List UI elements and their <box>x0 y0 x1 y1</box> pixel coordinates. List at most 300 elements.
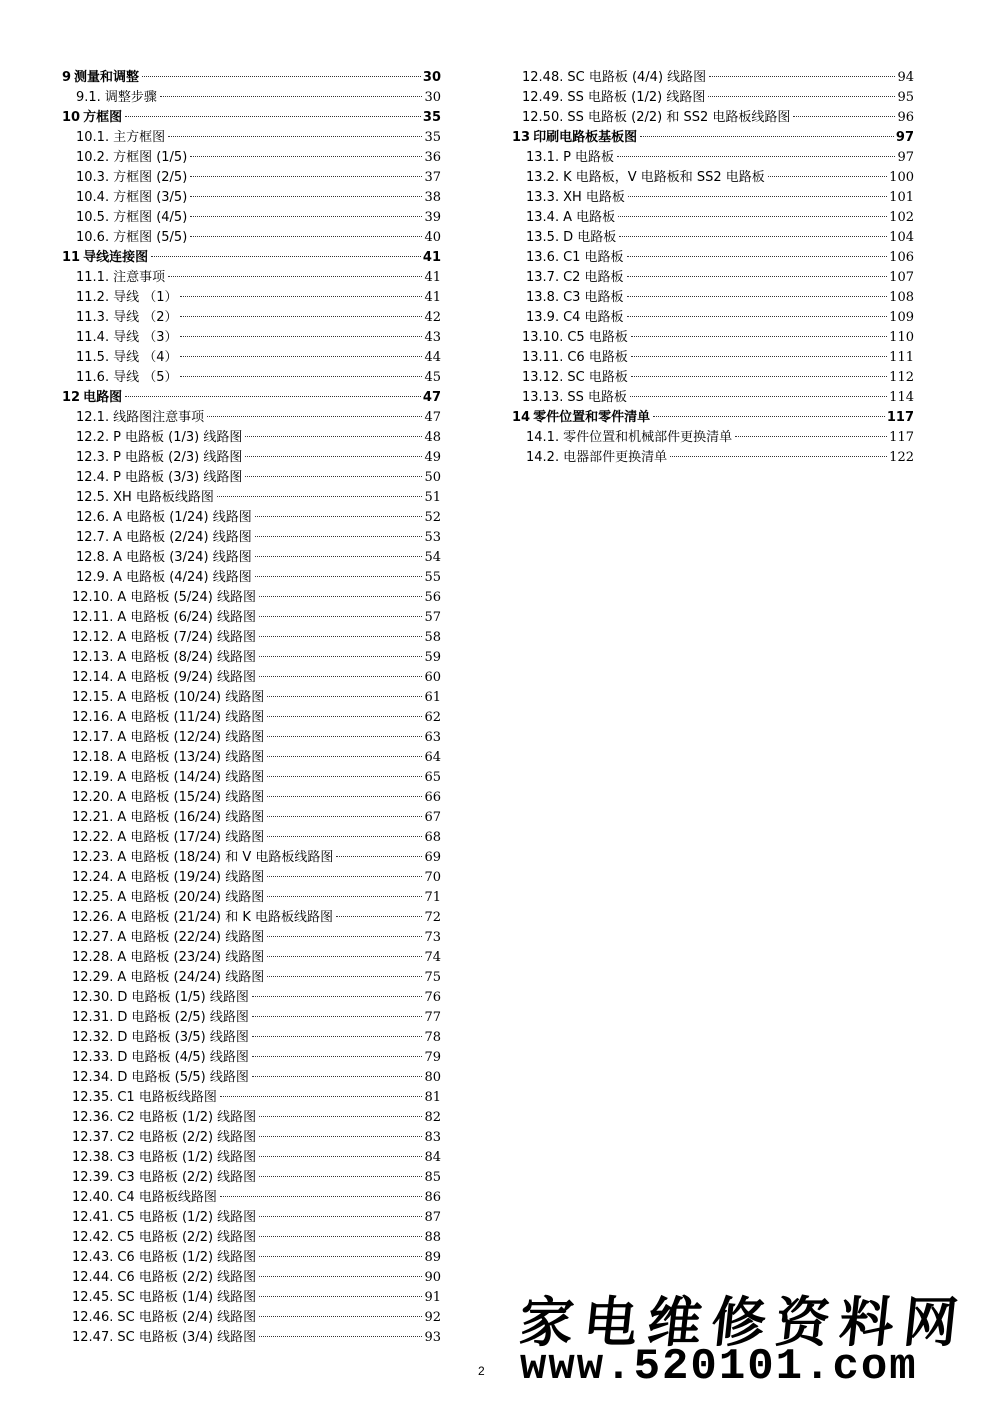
toc-entry-title: SC 电路板 (4/4) 线路图 <box>567 70 707 85</box>
toc-entry-title: 方框图 <box>83 110 123 125</box>
toc-entry-title: 线路图注意事项 <box>113 410 205 425</box>
toc-entry-number: 9.1. <box>76 90 101 105</box>
toc-leader-line <box>220 1096 423 1097</box>
toc-entry-page: 83 <box>424 1130 441 1145</box>
toc-entry-title: A 电路板 (22/24) 线路图 <box>117 930 265 945</box>
toc-section-entry[interactable] <box>62 428 441 448</box>
toc-entry-title: A 电路板 (19/24) 线路图 <box>117 870 265 885</box>
toc-entry-page: 107 <box>889 270 914 285</box>
toc-entry-title: 电器部件更换清单 <box>563 450 668 465</box>
toc-leader-line <box>245 436 422 437</box>
toc-entry-title: A 电路板 (23/24) 线路图 <box>117 950 265 965</box>
toc-leader-line <box>255 576 423 577</box>
toc-section-entry[interactable] <box>62 808 441 828</box>
toc-entry-page: 41 <box>424 290 441 305</box>
toc-entry-number: 12.5. <box>76 490 110 505</box>
toc-entry-number: 12.9. <box>76 570 110 585</box>
toc-leader-line <box>627 276 888 277</box>
toc-leader-line <box>628 196 887 197</box>
toc-entry-page: 63 <box>424 730 441 745</box>
toc-entry-page: 104 <box>889 230 914 245</box>
toc-section-entry[interactable] <box>62 268 441 288</box>
toc-section-entry[interactable] <box>62 308 441 328</box>
toc-entry-title: 主方框图 <box>113 130 166 145</box>
toc-section-entry[interactable] <box>512 108 914 128</box>
toc-leader-line <box>631 376 887 377</box>
toc-entry-title: A 电路板 (24/24) 线路图 <box>117 970 265 985</box>
toc-chapter-entry[interactable] <box>62 68 441 88</box>
toc-entry-page: 89 <box>424 1250 441 1265</box>
toc-section-entry[interactable] <box>512 368 914 388</box>
toc-entry-page: 85 <box>424 1170 441 1185</box>
toc-leader-line <box>255 516 423 517</box>
toc-leader-line <box>252 1016 423 1017</box>
toc-leader-line <box>217 496 423 497</box>
toc-chapter-entry[interactable] <box>62 108 441 128</box>
toc-entry-page: 84 <box>424 1150 441 1165</box>
toc-entry-number: 12.32. <box>72 1030 114 1045</box>
toc-section-entry[interactable] <box>62 628 441 648</box>
toc-entry-number: 12.40. <box>72 1190 114 1205</box>
toc-entry-page: 71 <box>424 890 441 905</box>
toc-leader-line <box>220 1196 423 1197</box>
toc-chapter-entry[interactable] <box>512 128 914 148</box>
toc-entry-number: 12.39. <box>72 1170 114 1185</box>
toc-entry-title: A 电路板 (1/24) 线路图 <box>113 510 252 525</box>
toc-section-entry[interactable] <box>62 688 441 708</box>
toc-section-entry[interactable] <box>512 308 914 328</box>
toc-leader-line <box>255 536 423 537</box>
toc-entry-number: 10.5. <box>76 210 110 225</box>
toc-leader-line <box>125 116 421 117</box>
toc-entry-number: 10.3. <box>76 170 110 185</box>
toc-section-entry[interactable] <box>62 648 441 668</box>
toc-entry-number: 12.25. <box>72 890 114 905</box>
toc-entry-title: 注意事项 <box>113 270 166 285</box>
toc-section-entry[interactable] <box>62 408 441 428</box>
toc-entry-page: 68 <box>424 830 441 845</box>
toc-entry-number: 12.49. <box>522 90 564 105</box>
toc-entry-number: 12.2. <box>76 430 110 445</box>
toc-entry-number: 12.7. <box>76 530 110 545</box>
toc-entry-number: 12.41. <box>72 1210 114 1225</box>
toc-entry-page: 94 <box>897 70 914 85</box>
toc-section-entry[interactable] <box>62 1288 441 1308</box>
toc-section-entry[interactable] <box>62 188 441 208</box>
toc-entry-page: 36 <box>424 150 441 165</box>
toc-entry-page: 61 <box>424 690 441 705</box>
toc-entry-page: 54 <box>424 550 441 565</box>
toc-entry-page: 109 <box>889 310 914 325</box>
toc-entry-number: 12.23. <box>72 850 114 865</box>
toc-section-entry[interactable] <box>62 1048 441 1068</box>
toc-leader-line <box>631 336 887 337</box>
toc-leader-line <box>259 596 422 597</box>
toc-entry-title: A 电路板 (9/24) 线路图 <box>117 670 256 685</box>
toc-entry-number: 12.35. <box>72 1090 114 1105</box>
toc-leader-line <box>190 236 422 237</box>
toc-leader-line <box>245 456 422 457</box>
toc-leader-line <box>259 636 422 637</box>
toc-entry-page: 102 <box>889 210 914 225</box>
toc-entry-number: 12.29. <box>72 970 114 985</box>
toc-entry-title: C6 电路板 (1/2) 线路图 <box>117 1250 257 1265</box>
toc-entry-title: C3 电路板 (1/2) 线路图 <box>117 1150 257 1165</box>
toc-entry-title: A 电路板 (10/24) 线路图 <box>117 690 265 705</box>
toc-entry-title: A 电路板 (15/24) 线路图 <box>117 790 265 805</box>
toc-section-entry[interactable] <box>512 88 914 108</box>
toc-section-entry[interactable] <box>62 1228 441 1248</box>
toc-leader-line <box>640 136 894 137</box>
toc-leader-line <box>207 416 422 417</box>
toc-entry-page: 67 <box>424 810 441 825</box>
toc-entry-number: 12.18. <box>72 750 114 765</box>
toc-entry-page: 70 <box>424 870 441 885</box>
toc-section-entry[interactable] <box>62 668 441 688</box>
toc-entry-page: 57 <box>424 610 441 625</box>
toc-entry-number: 12.37. <box>72 1130 114 1145</box>
toc-entry-page: 53 <box>424 530 441 545</box>
toc-section-entry[interactable] <box>62 1268 441 1288</box>
toc-entry-page: 64 <box>424 750 441 765</box>
toc-section-entry[interactable] <box>512 188 914 208</box>
toc-entry-title: D 电路板 <box>563 230 617 245</box>
toc-entry-title: C4 电路板 <box>563 310 624 325</box>
toc-section-entry[interactable] <box>512 148 914 168</box>
toc-entry-number: 11.6. <box>76 370 110 385</box>
toc-entry-page: 96 <box>897 110 914 125</box>
toc-section-entry[interactable] <box>62 148 441 168</box>
toc-entry-title: D 电路板 (1/5) 线路图 <box>117 990 249 1005</box>
toc-entry-title: A 电路板 (18/24) 和 V 电路板线路图 <box>117 850 334 865</box>
toc-entry-number: 13.10. <box>522 330 564 345</box>
toc-section-entry[interactable] <box>62 88 441 108</box>
toc-section-entry[interactable] <box>62 1168 441 1188</box>
toc-entry-title: A 电路板 (3/24) 线路图 <box>113 550 252 565</box>
toc-section-entry[interactable] <box>62 988 441 1008</box>
toc-section-entry[interactable] <box>62 1068 441 1088</box>
toc-entry-title: D 电路板 (2/5) 线路图 <box>117 1010 249 1025</box>
toc-entry-number: 13.4. <box>526 210 560 225</box>
toc-section-entry[interactable] <box>512 388 914 408</box>
toc-section-entry[interactable] <box>62 368 441 388</box>
toc-section-entry[interactable] <box>62 1248 441 1268</box>
toc-leader-line <box>630 396 887 397</box>
toc-entry-page: 80 <box>424 1070 441 1085</box>
toc-entry-title: SS 电路板 <box>567 390 627 405</box>
toc-entry-title: C1 电路板 <box>563 250 624 265</box>
toc-section-entry[interactable] <box>62 548 441 568</box>
toc-leader-line <box>190 156 422 157</box>
toc-section-entry[interactable] <box>62 968 441 988</box>
toc-section-entry[interactable] <box>62 728 441 748</box>
toc-section-entry[interactable] <box>62 508 441 528</box>
toc-leader-line <box>670 456 887 457</box>
toc-section-entry[interactable] <box>62 348 441 368</box>
toc-entry-title: C5 电路板 <box>567 330 628 345</box>
toc-entry-number: 12.13. <box>72 650 114 665</box>
toc-entry-number: 11.1. <box>76 270 110 285</box>
toc-leader-line <box>793 116 895 117</box>
toc-entry-number: 12.42. <box>72 1230 114 1245</box>
toc-entry-page: 43 <box>424 330 441 345</box>
toc-section-entry[interactable] <box>62 1208 441 1228</box>
toc-leader-line <box>255 556 423 557</box>
toc-section-entry[interactable] <box>62 1108 441 1128</box>
toc-section-entry[interactable] <box>512 208 914 228</box>
toc-leader-line <box>336 856 422 857</box>
toc-chapter-entry[interactable] <box>512 408 914 428</box>
toc-section-entry[interactable] <box>62 528 441 548</box>
toc-entry-number: 9 <box>62 70 72 85</box>
toc-entry-title: C3 电路板 (2/2) 线路图 <box>117 1170 257 1185</box>
toc-entry-number: 12.44. <box>72 1270 114 1285</box>
toc-section-entry[interactable] <box>62 328 441 348</box>
toc-section-entry[interactable] <box>62 948 441 968</box>
toc-entry-title: A 电路板 (16/24) 线路图 <box>117 810 265 825</box>
toc-entry-number: 12.34. <box>72 1070 114 1085</box>
toc-entry-page: 77 <box>424 1010 441 1025</box>
toc-entry-number: 12.30. <box>72 990 114 1005</box>
toc-section-entry[interactable] <box>62 1088 441 1108</box>
toc-entry-page: 112 <box>889 370 914 385</box>
toc-entry-number: 13.13. <box>522 390 564 405</box>
toc-entry-page: 47 <box>422 390 441 405</box>
toc-entry-title: 导线 （4） <box>113 350 178 365</box>
toc-section-entry[interactable] <box>62 928 441 948</box>
toc-entry-page: 93 <box>424 1330 441 1345</box>
toc-section-entry[interactable] <box>512 228 914 248</box>
toc-entry-number: 12.17. <box>72 730 114 745</box>
toc-entry-title: 方框图 (2/5) <box>113 170 188 185</box>
toc-section-entry[interactable] <box>512 248 914 268</box>
toc-section-entry[interactable] <box>62 1128 441 1148</box>
toc-leader-line <box>627 316 888 317</box>
toc-leader-line <box>259 676 422 677</box>
toc-entry-number: 13.6. <box>526 250 560 265</box>
toc-entry-title: P 电路板 (1/3) 线路图 <box>113 430 243 445</box>
toc-section-entry[interactable] <box>512 288 914 308</box>
toc-section-entry[interactable] <box>62 748 441 768</box>
toc-leader-line <box>336 916 422 917</box>
toc-leader-line <box>259 1156 422 1157</box>
toc-entry-title: 调整步骤 <box>104 90 157 105</box>
toc-chapter-entry[interactable] <box>62 248 441 268</box>
toc-entry-number: 12.16. <box>72 710 114 725</box>
toc-entry-page: 110 <box>889 330 914 345</box>
toc-entry-title: 方框图 (1/5) <box>113 150 188 165</box>
toc-section-entry[interactable] <box>62 1188 441 1208</box>
toc-entry-page: 74 <box>424 950 441 965</box>
toc-entry-title: SS 电路板 (1/2) 线路图 <box>567 90 706 105</box>
toc-entry-number: 11.4. <box>76 330 110 345</box>
toc-entry-number: 12.26. <box>72 910 114 925</box>
toc-entry-title: C2 电路板 (2/2) 线路图 <box>117 1130 257 1145</box>
toc-section-entry[interactable] <box>62 888 441 908</box>
toc-leader-line <box>267 876 422 877</box>
toc-entry-number: 11.5. <box>76 350 110 365</box>
toc-entry-title: A 电路板 (4/24) 线路图 <box>113 570 252 585</box>
toc-section-entry[interactable] <box>62 788 441 808</box>
toc-section-entry[interactable] <box>62 588 441 608</box>
toc-leader-line <box>735 436 887 437</box>
toc-leader-line <box>180 336 422 337</box>
toc-leader-line <box>180 376 422 377</box>
toc-entry-title: D 电路板 (5/5) 线路图 <box>117 1070 249 1085</box>
toc-section-entry[interactable] <box>62 708 441 728</box>
toc-entry-title: P 电路板 (2/3) 线路图 <box>113 450 243 465</box>
toc-entry-number: 13.7. <box>526 270 560 285</box>
toc-leader-line <box>617 156 895 157</box>
toc-leader-line <box>252 996 423 997</box>
toc-section-entry[interactable] <box>62 1028 441 1048</box>
toc-entry-title: C2 电路板 <box>563 270 624 285</box>
toc-entry-title: A 电路板 <box>563 210 616 225</box>
toc-entry-page: 87 <box>424 1210 441 1225</box>
toc-section-entry[interactable] <box>512 328 914 348</box>
toc-entry-page: 39 <box>424 210 441 225</box>
toc-leader-line <box>267 936 422 937</box>
toc-entry-number: 12.19. <box>72 770 114 785</box>
toc-section-entry[interactable] <box>512 448 914 468</box>
toc-entry-number: 11.3. <box>76 310 110 325</box>
toc-section-entry[interactable] <box>62 828 441 848</box>
toc-section-entry[interactable] <box>512 428 914 448</box>
toc-leader-line <box>252 1036 423 1037</box>
toc-entry-number: 12.15. <box>72 690 114 705</box>
toc-right-column <box>512 68 914 468</box>
toc-entry-title: A 电路板 (12/24) 线路图 <box>117 730 265 745</box>
toc-entry-number: 10.4. <box>76 190 110 205</box>
toc-entry-number: 12.43. <box>72 1250 114 1265</box>
toc-section-entry[interactable] <box>62 1328 441 1348</box>
toc-entry-page: 106 <box>889 250 914 265</box>
toc-leader-line <box>267 696 422 697</box>
toc-section-entry[interactable] <box>62 128 441 148</box>
toc-entry-title: C6 电路板 <box>567 350 628 365</box>
toc-entry-title: A 电路板 (7/24) 线路图 <box>117 630 256 645</box>
toc-entry-title: C6 电路板 (2/2) 线路图 <box>117 1270 257 1285</box>
toc-section-entry[interactable] <box>62 1008 441 1028</box>
toc-leader-line <box>190 196 422 197</box>
toc-section-entry[interactable] <box>62 908 441 928</box>
toc-section-entry[interactable] <box>62 868 441 888</box>
toc-entry-title: A 电路板 (6/24) 线路图 <box>117 610 256 625</box>
toc-section-entry[interactable] <box>62 168 441 188</box>
toc-entry-number: 12.47. <box>72 1330 114 1345</box>
toc-leader-line <box>259 1256 422 1257</box>
toc-entry-number: 12.21. <box>72 810 114 825</box>
toc-entry-title: A 电路板 (8/24) 线路图 <box>117 650 256 665</box>
toc-section-entry[interactable] <box>62 848 441 868</box>
toc-entry-page: 40 <box>424 230 441 245</box>
toc-entry-page: 45 <box>424 370 441 385</box>
toc-leader-line <box>708 96 895 97</box>
toc-entry-number: 13.1. <box>526 150 560 165</box>
toc-entry-number: 12.10. <box>72 590 114 605</box>
toc-section-entry[interactable] <box>62 228 441 248</box>
toc-leader-line <box>252 1076 423 1077</box>
toc-leader-line <box>267 956 422 957</box>
toc-section-entry[interactable] <box>62 568 441 588</box>
toc-entry-number: 12.36. <box>72 1110 114 1125</box>
toc-section-entry[interactable] <box>512 168 914 188</box>
toc-entry-number: 12 <box>62 390 81 405</box>
toc-leader-line <box>631 356 887 357</box>
toc-leader-line <box>259 1216 422 1217</box>
toc-entry-number: 10.6. <box>76 230 110 245</box>
toc-entry-page: 58 <box>424 630 441 645</box>
toc-leader-line <box>618 216 887 217</box>
toc-entry-title: XH 电路板线路图 <box>113 490 214 505</box>
toc-leader-line <box>125 396 421 397</box>
toc-section-entry[interactable] <box>62 1308 441 1328</box>
toc-section-entry[interactable] <box>62 768 441 788</box>
toc-entry-page: 35 <box>422 110 441 125</box>
toc-section-entry[interactable] <box>512 348 914 368</box>
toc-leader-line <box>151 256 421 257</box>
watermark-chinese: 家电维修资料网 <box>516 1290 971 1354</box>
toc-entry-number: 13 <box>512 130 531 145</box>
toc-entry-page: 37 <box>424 170 441 185</box>
toc-leader-line <box>259 1116 422 1117</box>
toc-leader-line <box>627 296 888 297</box>
toc-leader-line <box>627 256 888 257</box>
toc-entry-page: 69 <box>424 850 441 865</box>
toc-entry-page: 117 <box>889 430 914 445</box>
toc-section-entry[interactable] <box>62 288 441 308</box>
toc-section-entry[interactable] <box>62 468 441 488</box>
toc-entry-number: 12.12. <box>72 630 114 645</box>
toc-leader-line <box>190 216 422 217</box>
toc-leader-line <box>267 796 422 797</box>
toc-entry-number: 12.31. <box>72 1010 114 1025</box>
toc-entry-title: 方框图 (4/5) <box>113 210 188 225</box>
toc-entry-number: 13.11. <box>522 350 564 365</box>
toc-entry-number: 12.27. <box>72 930 114 945</box>
toc-leader-line <box>259 616 422 617</box>
toc-entry-page: 97 <box>895 130 914 145</box>
toc-entry-page: 51 <box>424 490 441 505</box>
page-number: 2 <box>478 1364 485 1378</box>
toc-leader-line <box>259 1176 422 1177</box>
toc-section-entry[interactable] <box>62 208 441 228</box>
toc-entry-page: 47 <box>424 410 441 425</box>
toc-entry-title: C3 电路板 <box>563 290 624 305</box>
toc-leader-line <box>267 716 422 717</box>
toc-section-entry[interactable] <box>512 68 914 88</box>
toc-section-entry[interactable] <box>512 268 914 288</box>
toc-entry-number: 12.33. <box>72 1050 114 1065</box>
toc-entry-page: 117 <box>886 410 914 425</box>
toc-section-entry[interactable] <box>62 488 441 508</box>
toc-entry-page: 114 <box>889 390 914 405</box>
toc-section-entry[interactable] <box>62 1148 441 1168</box>
toc-leader-line <box>180 296 422 297</box>
toc-chapter-entry[interactable] <box>62 388 441 408</box>
toc-entry-title: 方框图 (3/5) <box>113 190 188 205</box>
toc-entry-page: 44 <box>424 350 441 365</box>
watermark <box>516 1280 971 1392</box>
toc-entry-title: 零件位置和机械部件更换清单 <box>563 430 733 445</box>
toc-entry-page: 101 <box>889 190 914 205</box>
toc-entry-title: 零件位置和零件清单 <box>533 410 651 425</box>
toc-section-entry[interactable] <box>62 448 441 468</box>
toc-entry-title: K 电路板，V 电路板和 SS2 电路板 <box>563 170 765 185</box>
toc-entry-page: 92 <box>424 1310 441 1325</box>
toc-entry-page: 52 <box>424 510 441 525</box>
toc-section-entry[interactable] <box>62 608 441 628</box>
